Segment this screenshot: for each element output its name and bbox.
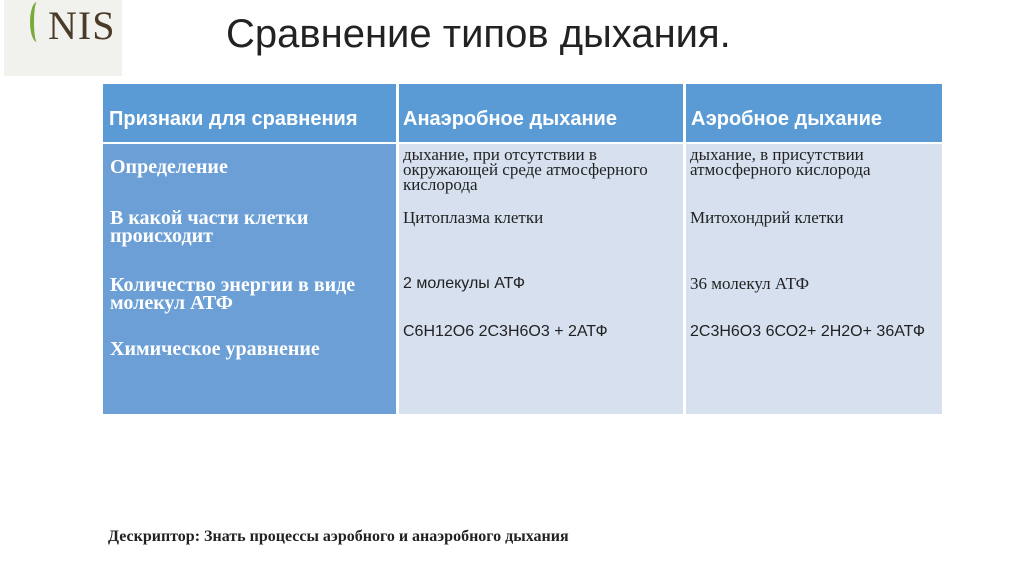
logo-text: NIS xyxy=(48,3,116,48)
header-aerobic: Аэробное дыхание xyxy=(686,84,942,142)
descriptor-text: Дескриптор: Знать процессы аэробного и анаэробного дыхания xyxy=(108,528,569,545)
row-label-location: В какой части клетки происходит xyxy=(110,207,309,247)
header-criteria: Признаки для сравнения xyxy=(103,84,396,142)
cell-aerobic-definition: дыхание, в присутствии атмосферного кислорода xyxy=(690,145,871,179)
cell-anaerobic-definition: дыхание, при отсутствии в окружающей среде атмосферного кислорода xyxy=(403,145,648,194)
cell-anaerobic-equation: С6Н12О6 2С3Н6О3 + 2АТФ xyxy=(403,323,608,340)
row-label-energy: Количество энергии в виде молекул АТФ xyxy=(110,274,356,314)
leaf-icon xyxy=(30,2,44,42)
cell-anaerobic-location: Цитоплазма клетки xyxy=(403,208,544,227)
logo xyxy=(4,0,122,76)
page-title: Сравнение типов дыхания. xyxy=(226,12,731,56)
header-anaerobic: Анаэробное дыхание xyxy=(399,84,683,142)
cell-anaerobic-energy: 2 молекулы АТФ xyxy=(403,275,526,292)
cell-aerobic-energy: 36 молекул АТФ xyxy=(690,274,810,293)
cell-aerobic-equation: 2С3Н6О3 6СО2+ 2Н2О+ 36АТФ xyxy=(690,323,926,340)
row-label-definition: Определение xyxy=(110,156,228,178)
comparison-table xyxy=(103,84,942,414)
cell-aerobic-location: Митохондрий клетки xyxy=(690,208,844,227)
row-label-equation: Химическое уравнение xyxy=(110,338,320,360)
